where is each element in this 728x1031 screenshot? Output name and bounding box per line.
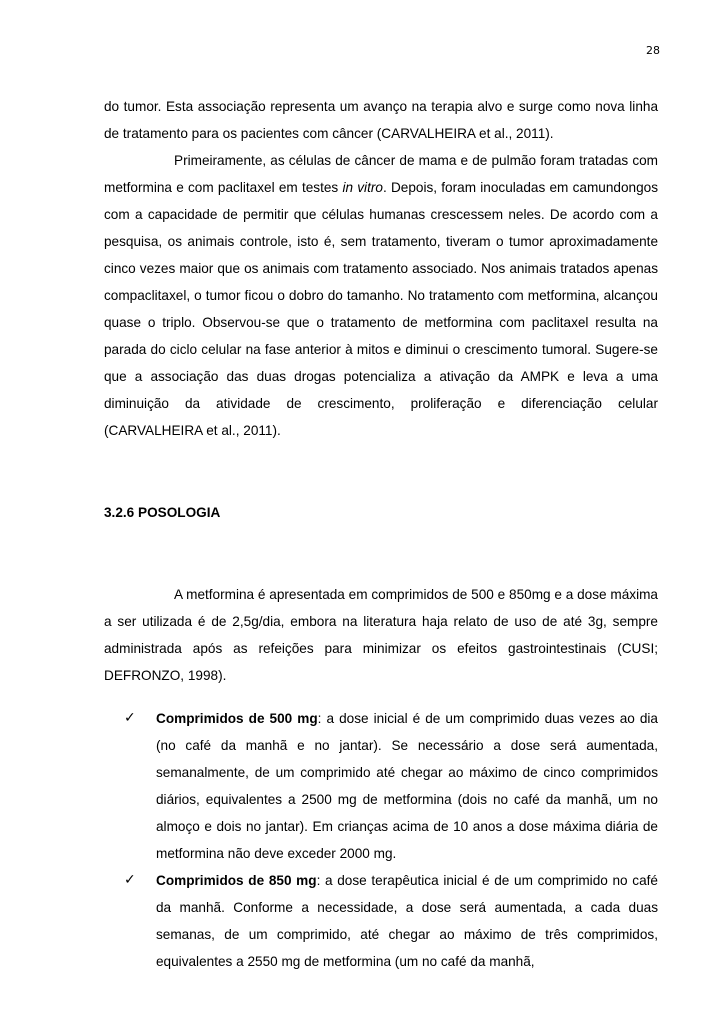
list-item-text: : a dose inicial é de um comprimido duas vezes ao dia (no café da manhã e no jantar). Se necessário a dose será aumentada, semanalmente, de um comprimido até chegar ao máximo de cinco comprimidos diários, equivalentes a 2500 mg de metformina (dois no café da manhã, um no almoço e dois no jantar). Em crianças acima de 10 anos a dose máxima diária de metformina não deve exceder 2000 mg. <box>156 711 658 861</box>
checkmark-icon: ✓ <box>124 710 136 726</box>
paragraph-dosage: A metformina é apresentada em comprimidos de 500 e 850mg e a dose máxima a ser utilizada é de 2,5g/dia, embora na literatura haja relato de uso de até 3g, sempre administrada após as refeições para minimizar os efeitos gastrointestinais (CUSI; DEFRONZO, 1998). <box>104 587 658 683</box>
paragraph-research <box>104 147 658 444</box>
checkmark-icon: ✓ <box>124 872 136 888</box>
in-vitro-term: in vitro <box>342 180 383 195</box>
list-item-title: Comprimidos de 850 mg <box>156 873 317 888</box>
paragraph-research-text-b: . Depois, foram inoculadas em camundongos com a capacidade de permitir que células humanas crescessem neles. De acordo com a pesquisa, os animais controle, isto é, sem tratamento, tiveram o tumor aproximadamente cinco vezes maior que os animais com tratamento associado. Nos animais tratados apenas compaclitaxel, o tumor ficou o dobro do tamanho. No tratamento com metformina, alcançou quase o triplo. Observou-se que o tratamento de metformina com paclitaxel resulta na parada do ciclo celular na fase anterior à mitos e diminui o crescimento tumoral. Sugere-se que a associação das duas drogas potencializa a ativação da AMPK e leva a uma diminuição da atividade de crescimento, proliferação e diferenciação celular (CARVALHEIRA et al., 2011). <box>104 180 659 438</box>
paragraph-research-text-a: Primeiramente, as células de câncer de mama e de pulmão foram tratadas com metformina e com paclitaxel em testes <box>104 153 658 195</box>
dosage-list <box>104 705 658 975</box>
page-number: 28 <box>646 44 660 57</box>
list-item <box>104 705 658 867</box>
paragraph-tumor: do tumor. Esta associação representa um avanço na terapia alvo e surge como nova linha de tratamento para os pacientes com câncer (CARVALHEIRA et al., 2011). <box>104 99 658 141</box>
list-item-text: : a dose terapêutica inicial é de um comprimido no café da manhã. Conforme a necessidade, a dose será aumentada, a cada duas semanas, de um comprimido, até chegar ao máximo de três comprimidos, equivalentes a 2550 mg de metformina (um no café da manhã, <box>156 873 658 969</box>
list-item <box>104 867 658 975</box>
section-heading: 3.2.6 POSOLOGIA <box>104 505 221 520</box>
document-body <box>104 93 658 975</box>
list-item-title: Comprimidos de 500 mg <box>156 711 318 726</box>
